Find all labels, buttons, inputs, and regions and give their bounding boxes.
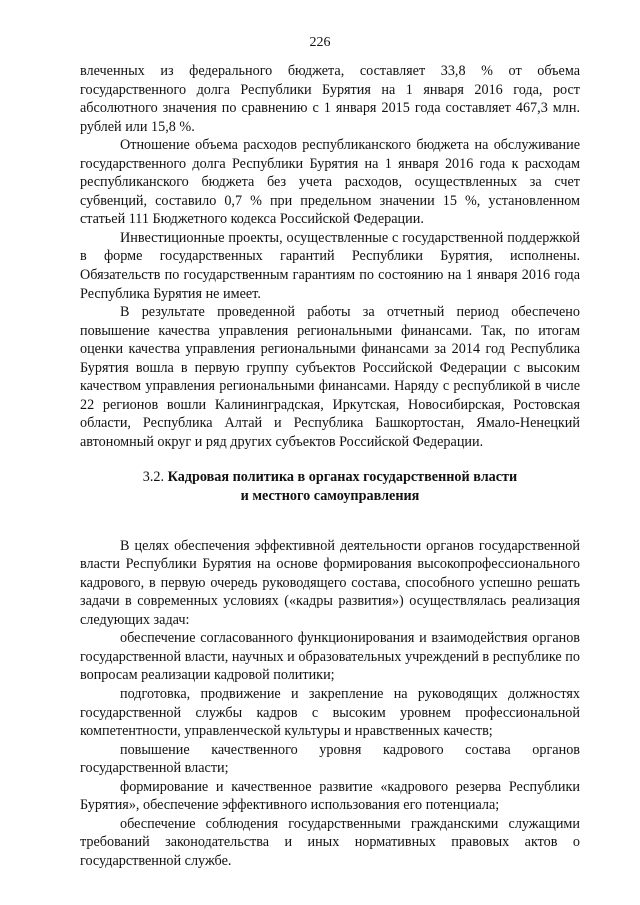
list-paragraph: подготовка, продвижение и закрепление на руководящих должностях государственной службы кадров с высоким уровнем профессиональной компетентности, управленческой культуры и нравственных качеств;	[80, 685, 580, 740]
paragraph: влеченных из федерального бюджета, составляет 33,8 % от объема государственного долга Республики Бурятия на 1 января 2016 года, рост абсолютного значения по сравнению с 1 января 2015 года составляет 467,3 млн. рублей или 15,8 %.	[80, 63, 580, 135]
list-paragraph: обеспечение согласованного функционирования и взаимодействия органов государственной власти, научных и образовательных учреждений в республике по вопросам реализации кадровой политики;	[80, 630, 580, 684]
paragraph: Отношение объема расходов республиканского бюджета на обслуживание государственного долга Республики Бурятия на 1 января 2016 года к расходам республиканского бюджета без учета расходов, осуществленных за счет субвенций, составило 0,7 % при предельном значении 15 %, установленном статьей 111 Бюджетного кодекса Российской Федерации.	[80, 137, 580, 228]
section-number: 3.2.	[142, 469, 165, 486]
page-content	[80, 62, 580, 870]
section-title-part-2: и местного самоуправления	[240, 488, 420, 505]
list-paragraph: обеспечение соблюдения государственными гражданскими служащими требований законодательства и иных нормативных правовых актов о государственной службе.	[80, 815, 580, 869]
page-number: 226	[309, 35, 331, 50]
section-title-part-1: Кадровая политика в органах государственной власти	[167, 469, 518, 486]
section-heading	[80, 468, 580, 505]
list-paragraph: формирование и качественное развитие «кадрового резерва Республики Бурятия», обеспечение эффективного использования его потенциала;	[80, 778, 580, 814]
paragraph: В целях обеспечения эффективной деятельности органов государственной власти Республики Бурятия на основе формирования высокопрофессионального кадрового, в первую очередь руководящего состава, способного успешно решать задачи в современных условиях («кадры развития») осуществлялась реализация следующих задач:	[80, 537, 580, 628]
list-paragraph: повышение качественного уровня кадрового состава органов государственной власти;	[80, 741, 580, 777]
paragraph: В результате проведенной работы за отчетный период обеспечено повышение качества управления региональными финансами. Так, по итогам оценки качества управления региональными финансами за 2014 год Республика Бурятия вошла в первую группу субъектов Российской Федерации с высоким качеством управления региональными финансами. Наряду с республикой в числе 22 регионов вошли Калининградская, Иркутская, Новосибирская, Ростовская области, Республика Алтай и Республика Башкортостан, Ямало-Ненецкий автономный округ и ряд других субъектов Российской Федерации.	[80, 304, 580, 450]
paragraph: Инвестиционные проекты, осуществленные с государственной поддержкой в форме государственных гарантий Республики Бурятия, исполнены. Обязательств по государственным гарантиям по состоянию на 1 января 2016 года Республика Бурятия не имеет.	[80, 229, 580, 302]
section-heading-line-1	[80, 468, 580, 487]
